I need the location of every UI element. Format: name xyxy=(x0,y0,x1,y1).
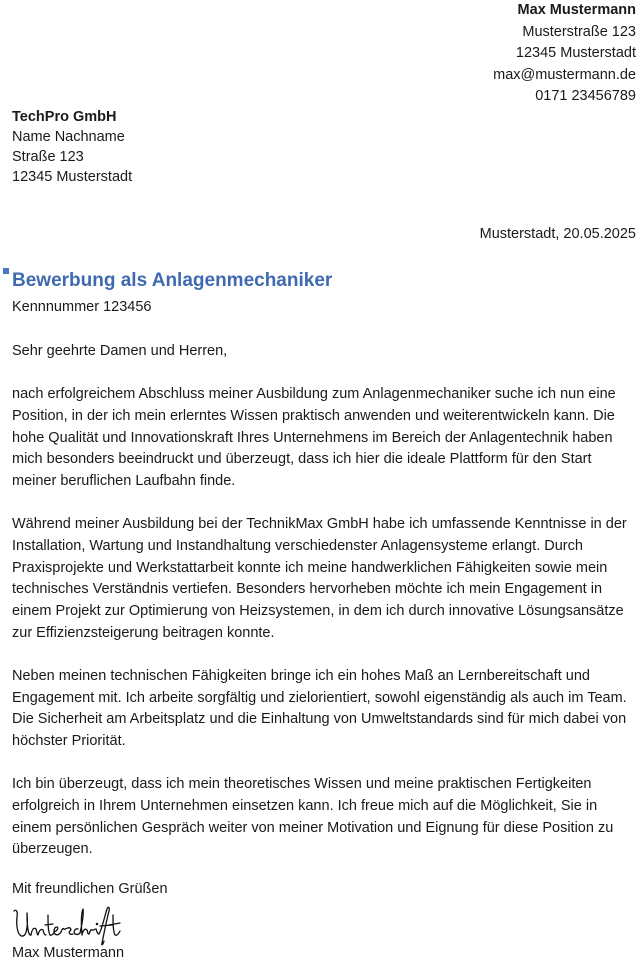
salutation: Sehr geehrte Damen und Herren, xyxy=(12,343,228,359)
subject-marker-icon xyxy=(3,268,9,274)
sender-name: Max Mustermann xyxy=(517,2,636,18)
recipient-city: 12345 Musterstadt xyxy=(12,169,133,185)
sender-phone: 0171 23456789 xyxy=(535,88,636,104)
paragraph-1: nach erfolgreichem Abschluss meiner Ausbildung zum Anlagenmechaniker suche ich nun eine Position, in der ich mein erlerntes Wissen praktisch anwenden und weiterentwickeln kann. Die hohe Qualität und Innovationskraft Ihres Unternehmens im Bereich der Anlagentechnik haben mich besonders beeindruckt und überzeugt, dass ich hier die ideale Plattform für den Start meiner beruflichen Laufbahn finde. xyxy=(12,386,616,490)
letter-subject: Bewerbung als Anlagenmechaniker xyxy=(12,270,333,291)
letter-body xyxy=(12,341,634,883)
recipient-contact: Name Nachname xyxy=(12,129,125,145)
recipient-company: TechPro GmbH xyxy=(12,109,117,125)
letter-date: Musterstadt, 20.05.2025 xyxy=(479,226,636,242)
sender-email: max@mustermann.de xyxy=(493,66,636,83)
signer-name: Max Mustermann xyxy=(12,945,125,961)
paragraph-4: Ich bin überzeugt, dass ich mein theoretisches Wissen und meine praktischen Fertigkeiten erfolgreich in Ihrem Unternehmen einsetzen kann. Ich freue mich auf die Möglichkeit, Sie in einem persönlichen Gespräch weiter von meiner Motivation und Eignung für diese Position zu überzeugen. xyxy=(12,776,614,858)
recipient-address-block xyxy=(12,107,132,187)
handwritten-signature xyxy=(12,903,132,947)
reference-number: Kennnummer 123456 xyxy=(12,299,152,315)
recipient-street: Straße 123 xyxy=(12,149,84,165)
sender-street: Musterstraße 123 xyxy=(522,23,636,40)
paragraph-2: Während meiner Ausbildung bei der TechnikMax GmbH habe ich umfassende Kenntnisse in der Installation, Wartung und Instandhaltung verschiedenster Anlagensysteme erlangt. Durch Praxisprojekte und Werkstattarbeit konnte ich meine handwerklichen Fähigkeiten sowie mein technisches Verständnis vertiefen. Besonders hervorheben möchte ich mein Engagement in einem Projekt zur Optimierung von Heizsystemen, in dem ich durch innovative Lösungsansätze zur Effizienzsteigerung beitragen konnte. xyxy=(12,516,627,641)
paragraph-3: Neben meinen technischen Fähigkeiten bringe ich ein hohes Maß an Lernbereitschaft und Engagement mit. Ich arbeite sorgfältig und zielorientiert, sowohl eigenständig als auch im Team. Die Sicherheit am Arbeitsplatz und die Einhaltung von Umweltstandards sind für mich dabei von höchster Priorität. xyxy=(12,667,627,750)
closing-phrase: Mit freundlichen Grüßen xyxy=(12,881,168,897)
sender-address-block xyxy=(493,0,636,108)
sender-city: 12345 Musterstadt xyxy=(515,45,636,61)
